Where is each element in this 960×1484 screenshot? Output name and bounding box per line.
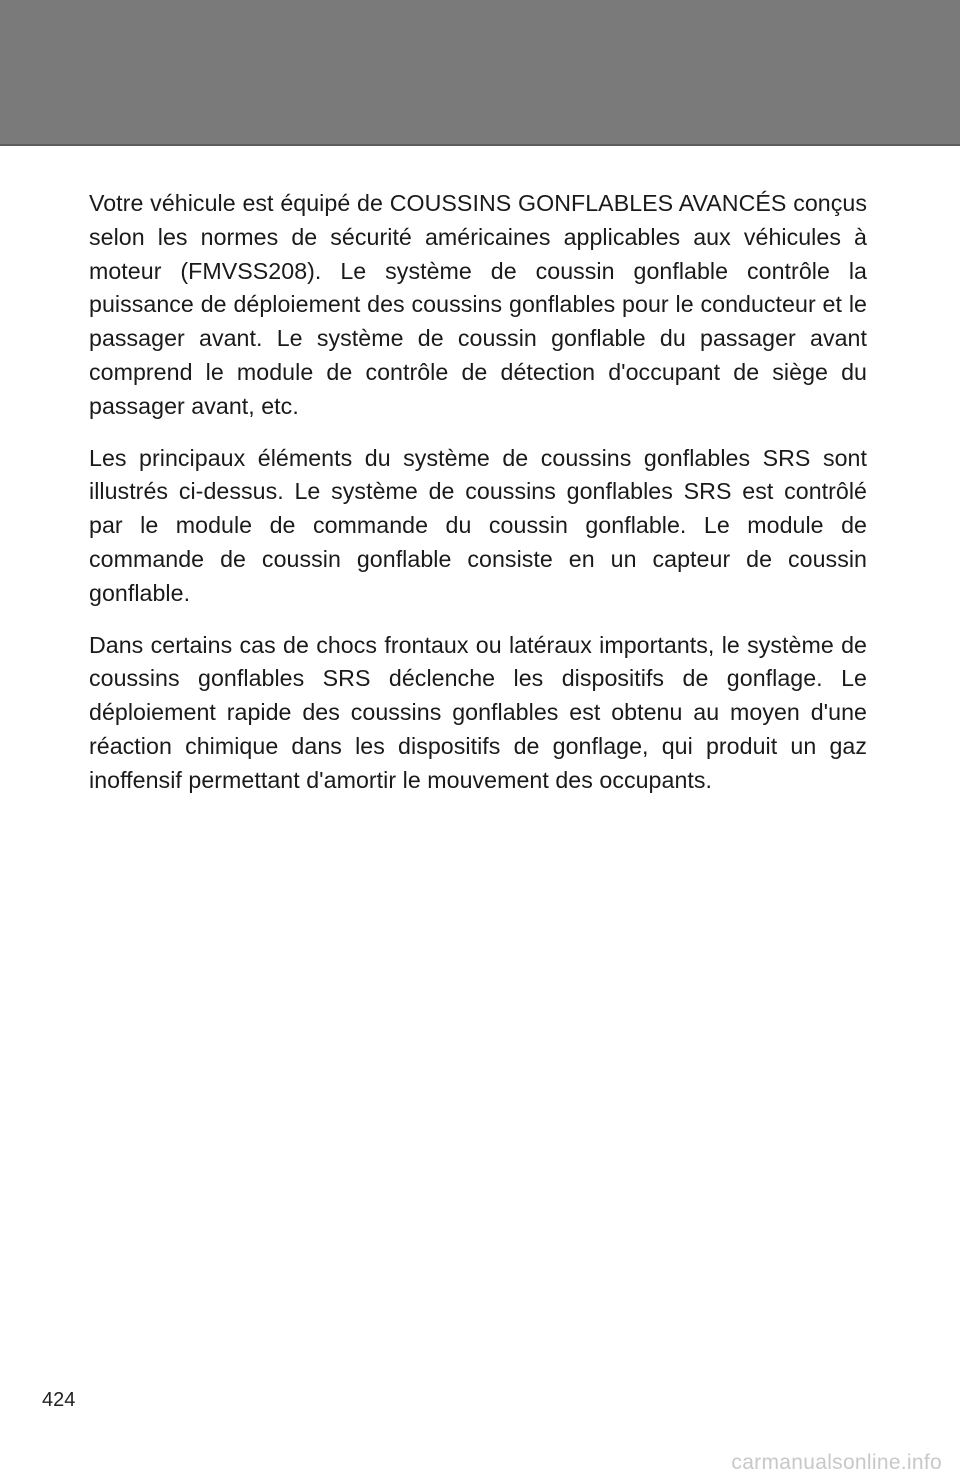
page-number: 424 — [42, 1389, 76, 1411]
paragraph-srs-components: Les principaux éléments du système de coussins gonflables SRS sont illustrés ci-dessus. Le système de coussins gonflables SRS est contrôlé par le module de commande du coussin gonflable. Le module de commande de coussin gonflable consiste en un capteur de coussin gonflable. — [89, 444, 867, 606]
paragraph-deployment: Dans certains cas de chocs frontaux ou latéraux importants, le système de coussins gonflables SRS déclenche les dispositifs de gonflage. Le déploiement rapide des coussins gonflables est obtenu au moyen d'une réaction chimique dans les dispositifs de gonflage, qui produit un gaz inoffensif permettant d'amortir le mouvement des occupants. — [89, 631, 867, 793]
header-band — [0, 0, 960, 146]
paragraph-advanced-airbags: Votre véhicule est équipé de COUSSINS GONFLABLES AVANCÉS conçus selon les normes de sécurité américaines applicables aux véhicules à moteur (FMVSS208). Le système de coussin gonflable contrôle la puissance de déploiement des coussins gonflables pour le conducteur et le passager avant. Le système de coussin gonflable du passager avant comprend le module de contrôle de détection d'occupant de siège du passager avant, etc. — [89, 190, 867, 419]
watermark: carmanualsonline.info — [731, 1451, 942, 1474]
page-body — [89, 187, 867, 816]
